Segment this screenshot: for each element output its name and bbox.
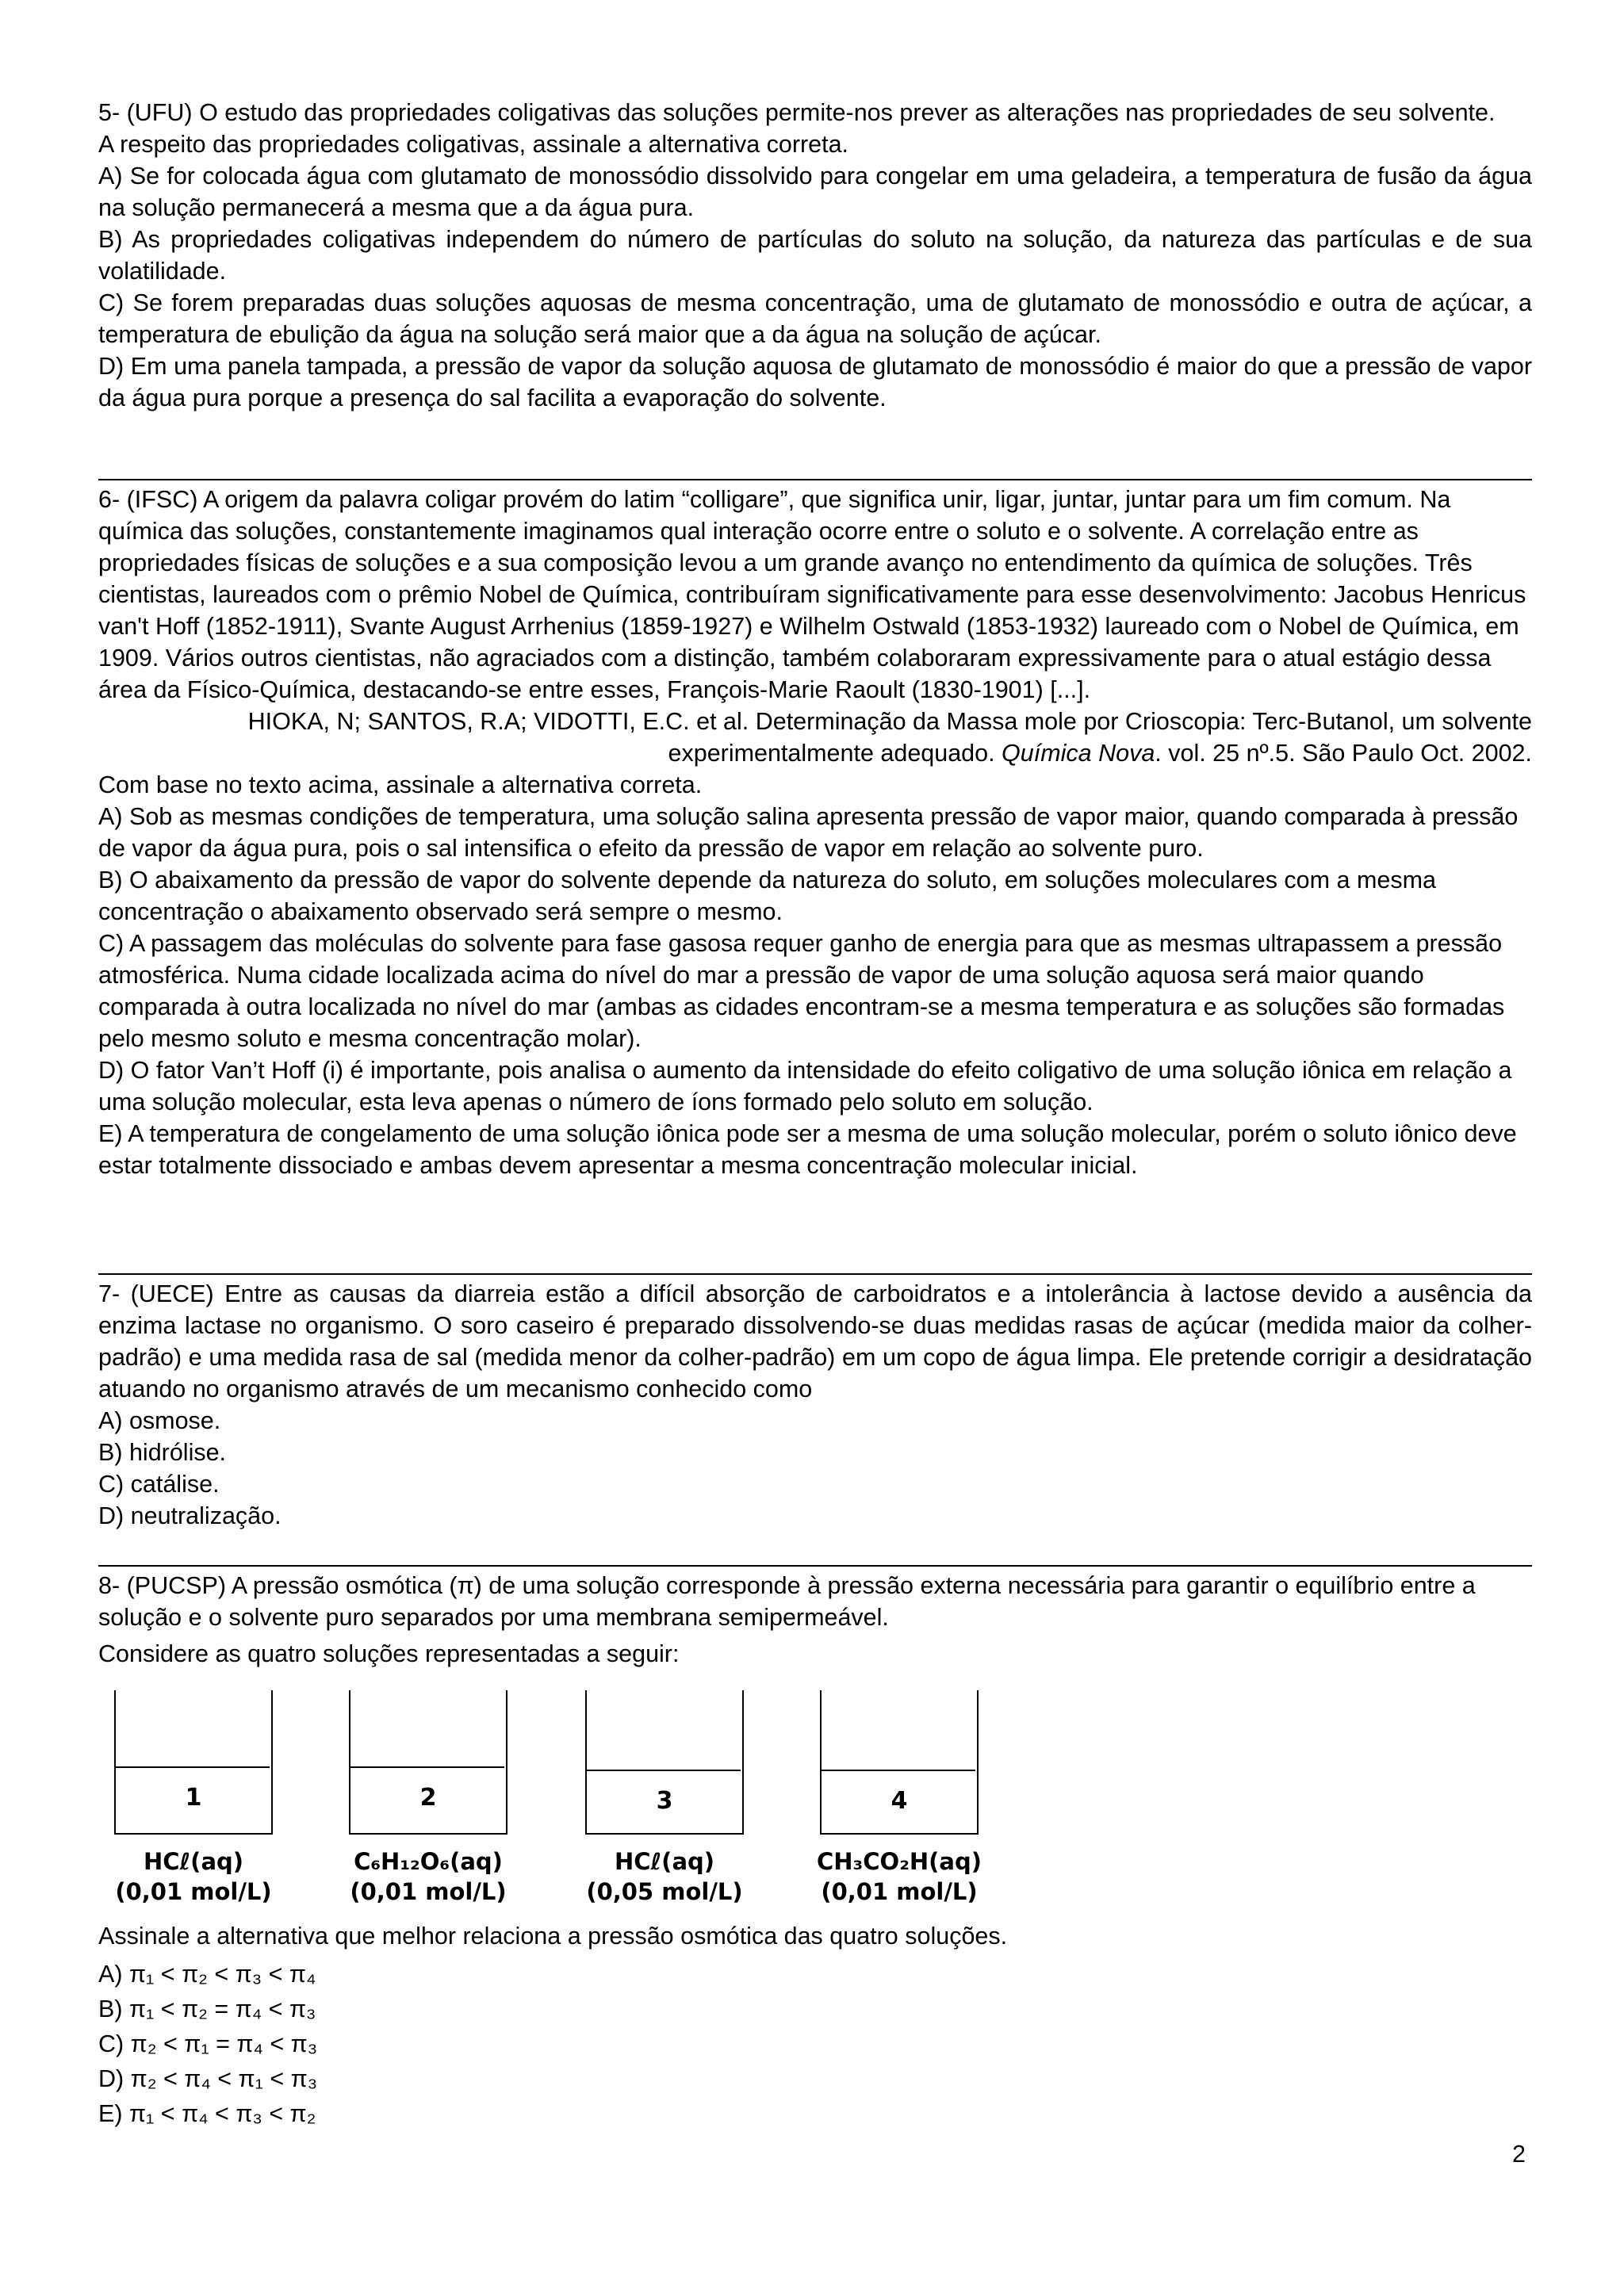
divider xyxy=(98,1273,1532,1275)
q5-option-a: A) Se for colocada água com glutamato de monossódio dissolvido para congelar em uma geladeira, a temperatura de fusão da água na solução permanecerá a mesma que a da água pura. xyxy=(98,163,1532,221)
q7-option-a: A) osmose. xyxy=(98,1407,221,1434)
q8-option-d: D) π₂ < π₄ < π₁ < π₃ xyxy=(98,2065,318,2092)
q8-option-b: B) π₁ < π₂ = π₄ < π₃ xyxy=(98,1996,316,2022)
liquid-level xyxy=(349,1766,504,1768)
beaker-number: 2 xyxy=(419,1784,437,1812)
q7-statement: 7- (UECE) Entre as causas da diarreia estão a difícil absorção de carboidratos e a intolerância à lactose devido a ausência da enzima lactase no organismo. O soro caseiro é preparado dissolvendo-se duas medidas rasas de açúcar (medida maior da colher-padrão) e uma medida rasa de sal (medida menor da colher-padrão) em um copo de água limpa. Ele pretende corrigir a desidratação atuando no organismo através de um mecanismo conhecido como xyxy=(98,1280,1532,1402)
q8-prompt: Assinale a alternativa que melhor relaciona a pressão osmótica das quatro soluções. xyxy=(98,1923,1008,1950)
q7-option-b: B) hidrólise. xyxy=(98,1439,227,1466)
beaker-number: 4 xyxy=(891,1787,908,1815)
q8-statement: 8- (PUCSP) A pressão osmótica (π) de uma solução corresponde à pressão externa necessária para garantir o equilíbrio entre a solução e o solvente puro separados por uma membrana semipermeável. xyxy=(98,1572,1476,1631)
beaker-glass xyxy=(114,1690,273,1835)
q6-option-b: B) O abaixamento da pressão de vapor do solvente depende da natureza do soluto, em soluções moleculares com a mesma concentração o abaixamento observado será sempre o mesmo. xyxy=(98,867,1436,925)
beaker-concentration: (0,01 mol/L) xyxy=(350,1878,507,1905)
q6-option-d: D) O fator Van’t Hoff (i) é importante, pois analisa o aumento da intensidade do efeito coligativo de uma solução iônica em relação a uma solução molecular, esta leva apenas o número de íons formado pelo soluto em solução. xyxy=(98,1057,1512,1115)
q7-option-d: D) neutralização. xyxy=(98,1502,282,1529)
beaker-concentration: (0,01 mol/L) xyxy=(821,1878,978,1905)
q7-option-c: C) catálise. xyxy=(98,1471,220,1498)
liquid-level xyxy=(114,1766,270,1768)
beakers-figure xyxy=(106,1690,1137,1920)
q5-option-b: B) As propriedades coligativas independem do número de partículas do soluto na solução, da natureza das partículas e de sua volatilidade. xyxy=(98,226,1532,285)
q6-prompt: Com base no texto acima, assinale a alternativa correta. xyxy=(98,771,703,798)
q5-prompt: A respeito das propriedades coligativas, assinale a alternativa correta. xyxy=(98,131,849,158)
beaker-3 xyxy=(585,1690,744,1920)
beaker-2 xyxy=(349,1690,508,1920)
question-8-options xyxy=(98,1920,1532,2131)
q6-option-e: E) A temperatura de congelamento de uma solução iônica pode ser a mesma de uma solução molecular, porém o soluto iônico deve estar totalmente dissociado e ambas devem apresentar a mesma concentração molecular inicial. xyxy=(98,1120,1517,1179)
divider xyxy=(98,479,1532,480)
q8-option-c: C) π₂ < π₁ = π₄ < π₃ xyxy=(98,2030,318,2057)
reference-authors-title: HIOKA, N; SANTOS, R.A; VIDOTTI, E.C. et al. Determinação da Massa mole por Crioscopia: Terc-Butanol, um solvente experimentalmente adequado. xyxy=(247,708,1532,767)
beaker-formula: CH₃CO₂H(aq) xyxy=(817,1848,982,1875)
q5-option-c: C) Se forem preparadas duas soluções aquosas de mesma concentração, uma de glutamato de monossódio e outra de açúcar, a temperatura de ebulição da água na solução será maior que a da água na solução de açúcar. xyxy=(98,289,1532,348)
q5-option-d: D) Em uma panela tampada, a pressão de vapor da solução aquosa de glutamato de monossódio é maior do que a pressão de vapor da água pura porque a presença do sal facilita a evaporação do solvente. xyxy=(98,353,1532,411)
beaker-concentration: (0,05 mol/L) xyxy=(586,1878,743,1905)
beaker-formula: C₆H₁₂O₆(aq) xyxy=(354,1848,503,1875)
beaker-formula: HCℓ(aq) xyxy=(143,1848,244,1875)
question-7 xyxy=(98,1278,1532,1532)
q5-statement: 5- (UFU) O estudo das propriedades coligativas das soluções permite-nos prever as alterações nas propriedades de seu solvente. xyxy=(98,99,1496,126)
question-6 xyxy=(98,484,1532,1181)
q8-consider: Considere as quatro soluções representadas a seguir: xyxy=(98,1640,680,1667)
q6-option-c: C) A passagem das moléculas do solvente para fase gasosa requer ganho de energia para que as mesmas ultrapassem a pressão atmosférica. Numa cidade localizada acima do nível do mar a pressão de vapor de uma solução aquosa será maior quando comparada à outra localizada no nível do mar (ambas as cidades encontram-se a mesma temperatura e as soluções são formadas pelo mesmo soluto e mesma concentração molar). xyxy=(98,930,1505,1052)
liquid-level xyxy=(820,1770,975,1771)
beaker-4 xyxy=(817,1690,982,1920)
q6-reference xyxy=(98,706,1532,769)
beaker-1 xyxy=(114,1690,273,1920)
reference-journal: Química Nova xyxy=(1002,740,1155,767)
q6-option-a: A) Sob as mesmas condições de temperatura, uma solução salina apresenta pressão de vapor maior, quando comparada à pressão de vapor da água pura, pois o sal intensifica o efeito da pressão de vapor em relação ao solvente puro. xyxy=(98,803,1519,862)
question-5 xyxy=(98,97,1532,414)
beaker-formula: HCℓ(aq) xyxy=(614,1848,715,1875)
q8-option-a: A) π₁ < π₂ < π₃ < π₄ xyxy=(98,1961,316,1988)
q8-option-e: E) π₁ < π₄ < π₃ < π₂ xyxy=(98,2100,316,2127)
beaker-concentration: (0,01 mol/L) xyxy=(115,1878,272,1905)
page-number: 2 xyxy=(1512,2141,1526,2168)
q6-statement: 6- (IFSC) A origem da palavra coligar provém do latim “colligare”, que significa unir, ligar, juntar, juntar para um fim comum. Na química das soluções, constantemente imaginamos qual interação ocorre entre o soluto e o solvente. A correlação entre as propriedades físicas de soluções e a sua composição levou a um grande avanço no entendimento da química de soluções. Três cientistas, laureados com o prêmio Nobel de Química, contribuíram significativamente para esse desenvolvimento: Jacobus Henricus van't Hoff (1852-1911), Svante August Arrhenius (1859-1927) e Wilhelm Ostwald (1853-1932) laureado com o Nobel de Química, em 1909. Vários outros cientistas, não agraciados com a distinção, também colaboraram expressivamente para o atual estágio dessa área da Físico-Química, destacando-se entre esses, François-Marie Raoult (1830-1901) [...]. xyxy=(98,486,1526,703)
divider xyxy=(98,1565,1532,1567)
beaker-glass xyxy=(349,1690,508,1835)
beaker-number: 3 xyxy=(656,1787,673,1815)
reference-details: . vol. 25 nº.5. São Paulo Oct. 2002. xyxy=(1155,740,1532,767)
liquid-level xyxy=(585,1770,741,1771)
question-8 xyxy=(98,1570,1532,1670)
beaker-number: 1 xyxy=(185,1784,202,1812)
